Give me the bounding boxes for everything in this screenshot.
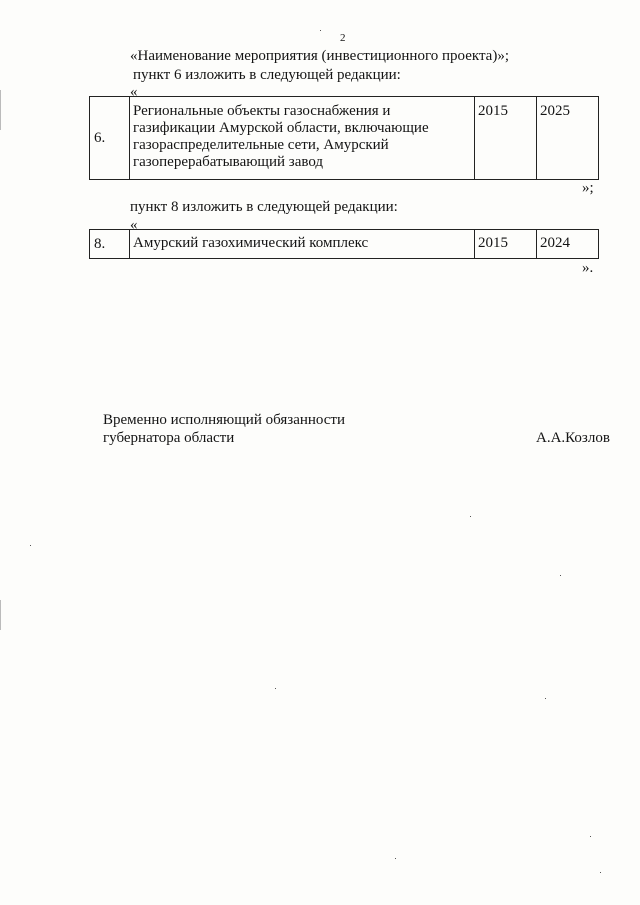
point-8-intro: пункт 8 изложить в следующей редакции: xyxy=(130,199,398,215)
item-8-number: 8. xyxy=(90,230,130,259)
signatory-title-line-1: Временно исполняющий обязанности xyxy=(103,412,346,428)
scan-speck xyxy=(560,575,561,576)
close-quote-8: ». xyxy=(582,260,594,276)
scan-speck xyxy=(590,836,591,837)
intro-line-1: «Наименование мероприятия (инвестиционного проекта)»; xyxy=(130,48,510,64)
scan-edge-mark xyxy=(0,600,1,630)
item-6-line: газификации Амурской области, включающие xyxy=(133,120,429,136)
intro-line-2: пункт 6 изложить в следующей редакции: xyxy=(133,67,401,83)
scan-speck xyxy=(470,516,471,517)
scan-speck xyxy=(395,858,396,859)
item-8-table xyxy=(89,229,599,259)
item-6-end-year: 2025 xyxy=(537,97,599,180)
signatory-name: А.А.Козлов xyxy=(536,430,610,446)
scan-speck xyxy=(320,30,321,31)
scan-speck xyxy=(30,545,31,546)
item-8-end-year: 2024 xyxy=(537,230,599,259)
item-6-line: Региональные объекты газоснабжения и xyxy=(133,103,391,119)
open-quote-6: « xyxy=(130,84,138,100)
open-quote-8: « xyxy=(130,217,138,233)
item-6-start-year: 2015 xyxy=(475,97,537,180)
item-6-table xyxy=(89,96,599,180)
item-8-description: Амурский газохимический комплекс xyxy=(130,230,475,259)
item-8-start-year: 2015 xyxy=(475,230,537,259)
signatory-title-line-2: губернатора области xyxy=(103,430,235,446)
close-quote-6: »; xyxy=(582,180,594,196)
scan-edge-mark xyxy=(0,90,1,130)
item-6-description xyxy=(130,97,475,180)
scan-speck xyxy=(600,872,601,873)
item-6-line: газораспределительные сети, Амурский xyxy=(133,137,389,153)
page-number: 2 xyxy=(340,32,346,44)
scan-speck xyxy=(275,688,276,689)
scan-speck xyxy=(545,698,546,699)
item-6-line: газоперерабатывающий завод xyxy=(133,154,324,170)
item-6-number: 6. xyxy=(90,97,130,180)
